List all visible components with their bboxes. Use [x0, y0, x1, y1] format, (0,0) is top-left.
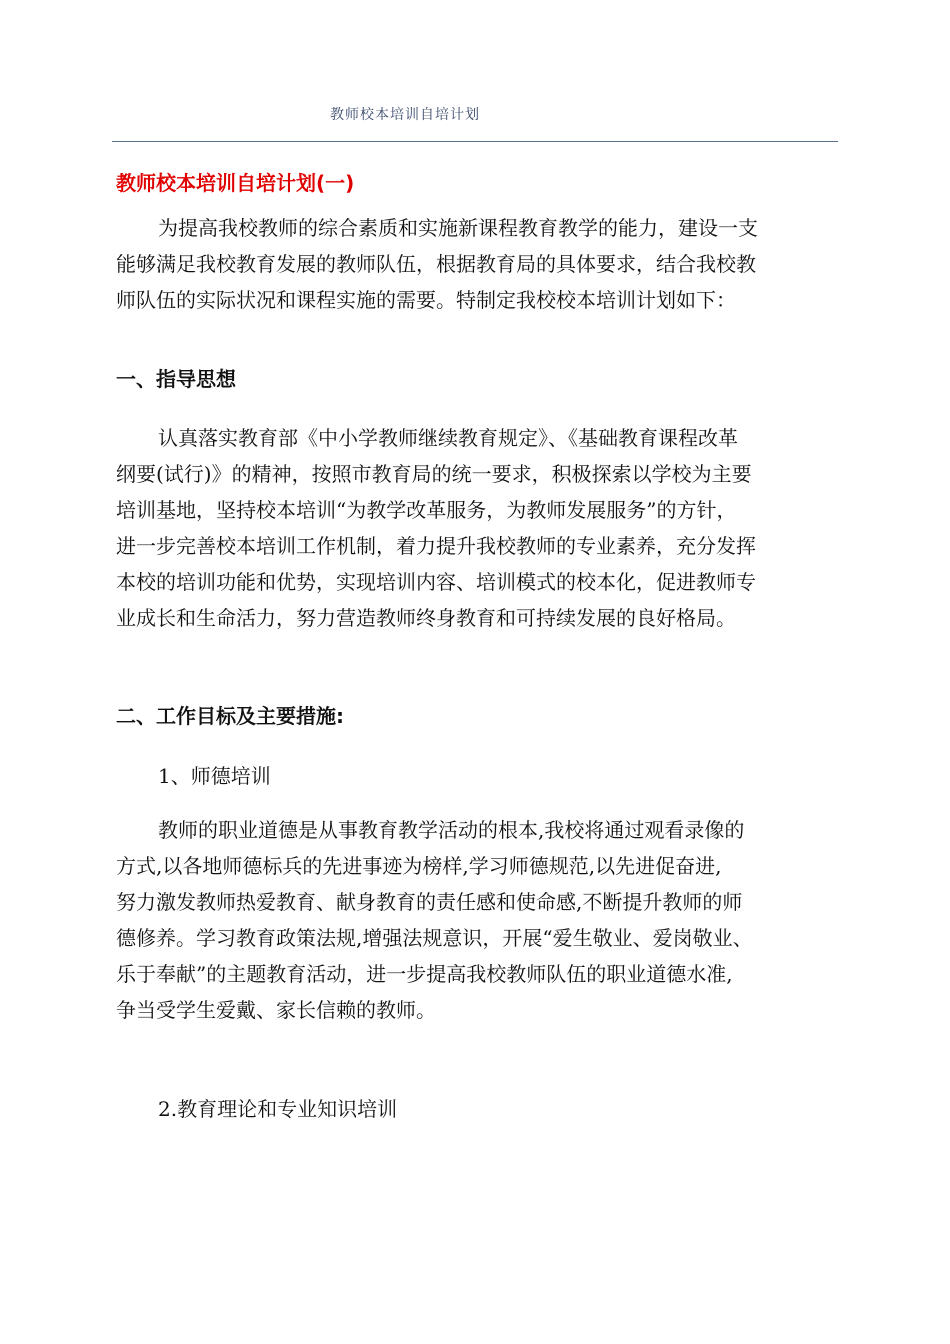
guiding-ideology-paragraph — [116, 420, 838, 636]
paragraph-line: 努力激发教师热爱教育、献身教育的责任感和使命感,不断提升教师的师 — [116, 890, 743, 914]
running-header: 教师校本培训自培计划 — [330, 107, 480, 123]
paragraph-line: 为提高我校教师的综合素质和实施新课程教育教学的能力，建设一支 — [158, 216, 758, 240]
section-heading-guiding-ideology: 一、指导思想 — [116, 367, 236, 391]
section-heading-goals-measures: 二、工作目标及主要措施: — [116, 704, 344, 728]
paragraph-line: 师队伍的实际状况和课程实施的需要。特制定我校校本培训计划如下： — [116, 288, 736, 312]
paragraph-line: 培训基地，坚持校本培训“为教学改革服务，为教师发展服务”的方针， — [116, 498, 737, 522]
paragraph-line: 争当受学生爱戴、家长信赖的教师。 — [116, 998, 436, 1022]
paragraph-line: 乐于奉献”的主题教育活动，进一步提高我校教师队伍的职业道德水准, — [116, 962, 733, 986]
paragraph-line: 进一步完善校本培训工作机制，着力提升我校教师的专业素养，充分发挥 — [116, 534, 756, 558]
subsection-label-ethics-training: 1、师德培训 — [158, 764, 271, 788]
paragraph-line: 本校的培训功能和优势，实现培训内容、培训模式的校本化，促进教师专 — [116, 570, 756, 594]
paragraph-line: 业成长和生命活力，努力营造教师终身教育和可持续发展的良好格局。 — [116, 606, 736, 630]
paragraph-line: 认真落实教育部《中小学教师继续教育规定》、《基础教育课程改革 — [158, 426, 738, 450]
paragraph-line: 德修养。学习教育政策法规,增强法规意识，开展“爱生敬业、爱岗敬业、 — [116, 926, 753, 950]
ethics-training-paragraph — [116, 812, 838, 1028]
subsection-label-theory-training: 2.教育理论和专业知识培训 — [158, 1097, 398, 1121]
intro-paragraph — [116, 210, 838, 318]
document-title: 教师校本培训自培计划(一) — [116, 171, 355, 195]
paragraph-line: 方式,以各地师德标兵的先进事迹为榜样,学习师德规范,以先进促奋进, — [116, 854, 722, 878]
paragraph-line: 纲要(试行)》的精神，按照市教育局的统一要求，积极探索以学校为主要 — [116, 462, 752, 486]
header-divider — [112, 141, 838, 142]
paragraph-line: 能够满足我校教育发展的教师队伍，根据教育局的具体要求，结合我校教 — [116, 252, 756, 276]
paragraph-line: 教师的职业道德是从事教育教学活动的根本,我校将通过观看录像的 — [158, 818, 745, 842]
